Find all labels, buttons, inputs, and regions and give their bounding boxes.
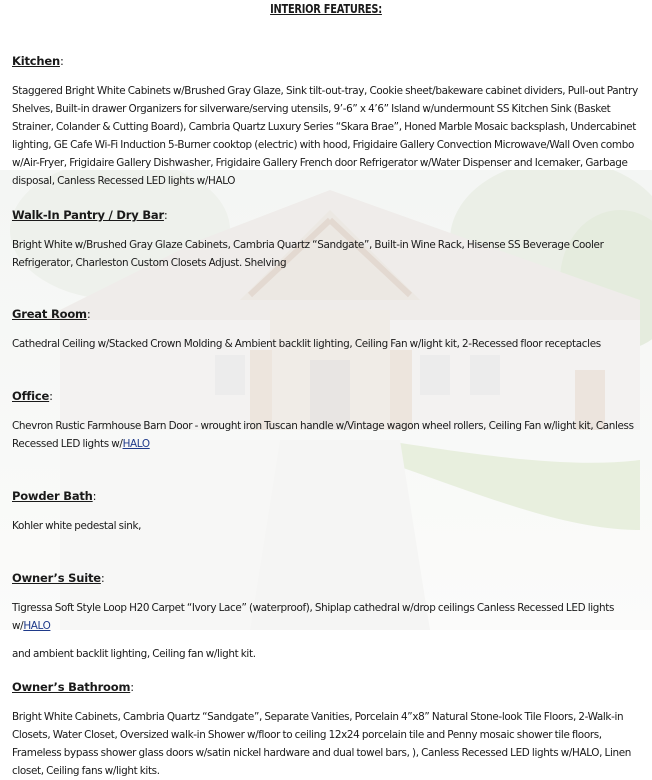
section-body (12, 417, 642, 453)
section-body (12, 599, 642, 635)
section-body-text: Tigressa Soft Style Loop H20 Carpet “Ivory Lace” (waterproof), Shiplap cathedral w/drop ceilings Canless Recessed LED lights w/ (12, 602, 615, 632)
section-heading: Walk-In Pantry / Dry Bar: (12, 208, 168, 222)
halo-link[interactable]: HALO (23, 620, 51, 632)
section-owners-suite (12, 571, 642, 663)
section-heading: Owner’s Bathroom: (12, 680, 134, 694)
section-heading-text: Office (12, 389, 50, 403)
section-body: Kohler white pedestal sink, (12, 520, 142, 532)
section-heading: Office: (12, 389, 53, 403)
halo-link[interactable]: HALO (122, 438, 150, 450)
section-heading-text: Kitchen (12, 54, 60, 68)
page-title: INTERIOR FEATURES: (270, 2, 382, 16)
section-body-continued: and ambient backlit lighting, Ceiling fan w/light kit. (12, 648, 256, 660)
section-heading: Great Room: (12, 307, 91, 321)
section-body: Bright White Cabinets, Cambria Quartz “Sandgate”, Separate Vanities, Porcelain 4”x8” Natural Stone-look Tile Floors, 2-Walk-in Closets, Water Closet, Oversized walk-in Shower w/floor to ceiling 12x24 porcelain tile and Penny mosaic shower tile floors, Frameless bypass shower glass doors w/satin nickel hardware and dual towel bars, ), Canless Recessed LED lights w/HALO, Linen closet, Ceiling fans w/light kits. (12, 711, 632, 777)
section-heading: Owner’s Suite: (12, 571, 105, 585)
section-heading-text: Powder Bath (12, 489, 93, 503)
section-body: Staggered Bright White Cabinets w/Brushed Gray Glaze, Sink tilt-out-tray, Cookie sheet/bakeware cabinet dividers, Pull-out Pantry Shelves, Built-in drawer Organizers for silverware/serving utensils, 9’-6” x 4’6” Island w/undermount SS Kitchen Sink (Basket Strainer, Colander & Cutting Board), Cambria Quartz Luxury Series “Skara Brae”, Honed Marble Mosaic backsplash, Undercabinet lighting, GE Cafe Wi-Fi Induction 5-Burner cooktop (electric) with hood, Frigidaire Gallery Convection Microwave/Wall Oven combo w/Air-Fryer, Frigidaire Gallery Dishwasher, Frigidaire Gallery French door Refrigerator w/Water Dispenser and Icemaker, Garbage disposal, Canless Recessed LED lights w/HALO (12, 85, 638, 187)
section-heading-text: Owner’s Suite (12, 571, 101, 585)
section-heading-text: Walk-In Pantry / Dry Bar (12, 208, 164, 222)
section-heading: Kitchen: (12, 54, 64, 68)
section-heading-text: Owner’s Bathroom (12, 680, 131, 694)
section-great-room (12, 307, 642, 353)
section-heading: Powder Bath: (12, 489, 97, 503)
section-kitchen (12, 54, 642, 190)
section-walk-in-pantry (12, 208, 642, 272)
section-powder-bath (12, 489, 642, 535)
section-heading-text: Great Room (12, 307, 87, 321)
section-office (12, 389, 642, 453)
section-body: Cathedral Ceiling w/Stacked Crown Molding & Ambient backlit lighting, Ceiling Fan w/light kit, 2-Recessed floor receptacles (12, 338, 601, 350)
section-body: Bright White w/Brushed Gray Glaze Cabinets, Cambria Quartz “Sandgate”, Built-in Wine Rack, Hisense SS Beverage Cooler Refrigerator, Charleston Custom Closets Adjust. Shelving (12, 239, 604, 269)
section-body-text: Chevron Rustic Farmhouse Barn Door - wrought iron Tuscan handle w/Vintage wagon wheel rollers, Ceiling Fan w/light kit, Canless Recessed LED lights w/ (12, 420, 634, 450)
section-owners-bathroom (12, 680, 642, 780)
